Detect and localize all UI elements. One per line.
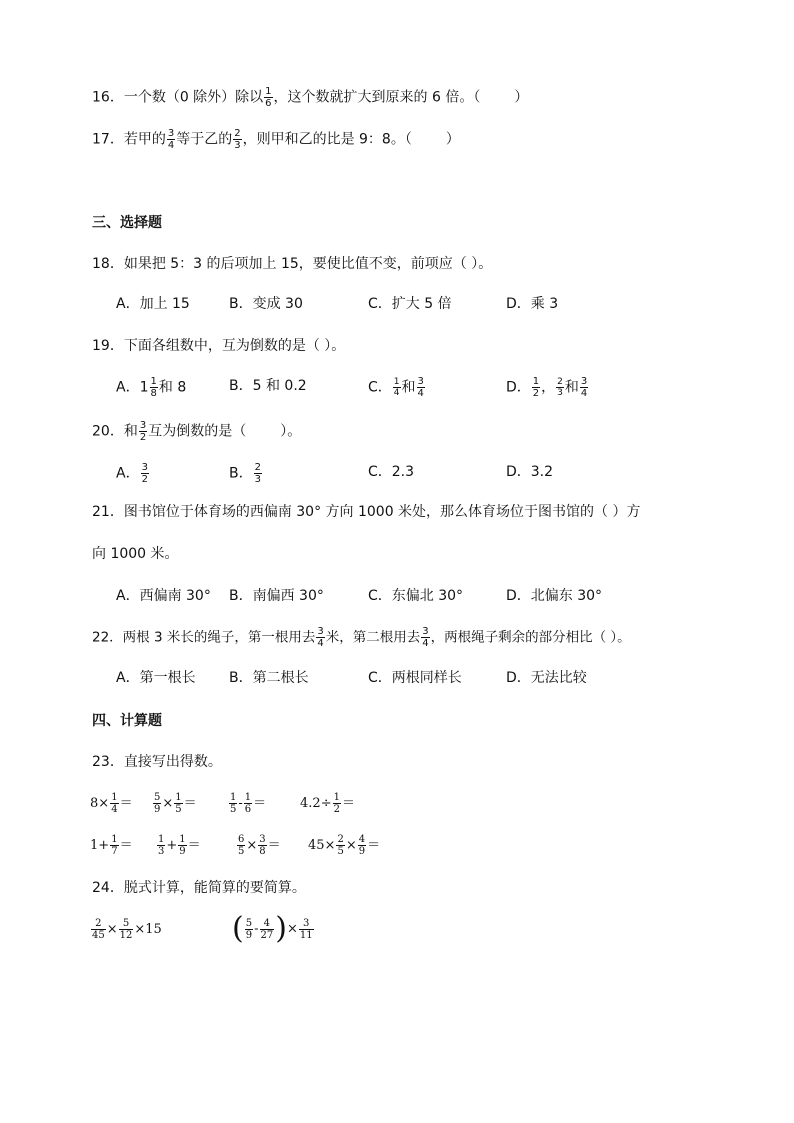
q19-a-fraction: $\frac{1}{8}$ [150, 376, 157, 399]
calc-expression-7: $\frac{6}{5}$ × $\frac{3}{8}$ ＝ [238, 834, 281, 857]
q16-text-after: ，这个数就扩大到原来的 6 倍。（ [273, 89, 481, 106]
calc-expression-1: 8× $\frac{1}{4}$ ＝ [90, 792, 133, 815]
q22-option-a[interactable]: A．第一根长 [116, 670, 196, 686]
q19-option-b[interactable]: B．5 和 0.2 [229, 378, 307, 394]
q22-fraction-2: $\frac{3}{4}$ [422, 626, 429, 649]
section-4-heading: 四、计算题 [92, 713, 162, 729]
question-18: 18．如果把 5：3 的后项加上 15，要使比值不变，前项应（ ）。 [92, 256, 493, 272]
q17-fraction-2: $\frac{2}{3}$ [234, 128, 241, 151]
question-24: 24．脱式计算，能简算的要简算。 [92, 880, 306, 896]
question-19: 19．下面各组数中，互为倒数的是（ ）。 [92, 338, 346, 354]
q24-expression-1: $\frac{2}{45}$ × $\frac{5}{12}$ ×15 [92, 918, 162, 941]
q18-option-d[interactable]: D．乘 3 [506, 296, 559, 312]
question-17: 17．若甲的 $\frac{3}{4}$ 等于乙的 $\frac{2}{3}$ ，则甲和乙的比是 9：8。（ ） [92, 128, 460, 151]
question-20: 20．和 $\frac{3}{2}$ 互为倒数的是（ ）。 [92, 420, 302, 443]
q19-d-fraction-2: $\frac{2}{3}$ [557, 377, 563, 398]
q19-option-a[interactable]: A．1 $\frac{1}{8}$ 和 8 [116, 376, 187, 399]
calc-expression-5: 1+ $\frac{1}{7}$ ＝ [90, 834, 133, 857]
q20-option-b[interactable]: B． $\frac{2}{3}$ [229, 462, 261, 485]
section-3-heading: 三、选择题 [92, 215, 162, 231]
q22-fraction-1: $\frac{3}{4}$ [317, 626, 324, 649]
question-21-line-2: 向 1000 米。 [92, 546, 179, 562]
q20-option-d[interactable]: D．3.2 [506, 464, 554, 480]
q16-fraction: $\frac{1}{6}$ [265, 86, 272, 109]
q20-a-fraction: $\frac{3}{2}$ [141, 462, 148, 485]
q19-option-d[interactable]: D． $\frac{1}{2}$ ， $\frac{2}{3}$ 和 $\frac{3}{4}$ [506, 376, 588, 399]
q21-option-d[interactable]: D．北偏东 30° [506, 588, 603, 604]
calc-expression-8: 45× $\frac{2}{5}$ × $\frac{4}{9}$ ＝ [308, 834, 381, 857]
q21-option-c[interactable]: C．东偏北 30° [368, 588, 464, 604]
q22-option-c[interactable]: C．两根同样长 [368, 670, 462, 686]
q22-option-b[interactable]: B．第二根长 [229, 670, 309, 686]
question-21-line-1: 21．图书馆位于体育场的西偏南 30° 方向 1000 米处，那么体育场位于图书馆的（ ）方 [92, 504, 641, 520]
q20-option-c[interactable]: C．2.3 [368, 464, 415, 480]
q20-b-fraction: $\frac{2}{3}$ [254, 462, 261, 485]
q21-option-b[interactable]: B．南偏西 30° [229, 588, 324, 604]
question-22: 22．两根 3 米长的绳子，第一根用去 $\frac{3}{4}$ 米，第二根用去 $\frac{3}{4}$ ，两根绳子剩余的部分相比（ ）。 [92, 626, 631, 649]
q20-option-a[interactable]: A． $\frac{3}{2}$ [116, 462, 148, 485]
q19-d-fraction-1: $\frac{1}{2}$ [532, 376, 540, 399]
q19-c-fraction-2: $\frac{3}{4}$ [417, 376, 424, 399]
q19-option-c[interactable]: C． $\frac{1}{4}$ 和 $\frac{3}{4}$ [368, 376, 424, 399]
question-23: 23．直接写出得数。 [92, 754, 222, 770]
q24-expression-2: ( $\frac{5}{9}$ - $\frac{4}{27}$ )× $\frac{3}{11}$ [232, 911, 313, 946]
question-16: 16．一个数（0 除外）除以 $\frac{1}{6}$ ，这个数就扩大到原来的 6 倍。（ ） [92, 86, 529, 109]
calc-expression-6: $\frac{1}{3}$ + $\frac{1}{9}$ ＝ [158, 834, 201, 857]
q19-c-fraction-1: $\frac{1}{4}$ [393, 377, 400, 398]
q20-fraction: $\frac{3}{2}$ [139, 420, 147, 443]
q18-option-b[interactable]: B．变成 30 [229, 296, 303, 312]
q18-option-a[interactable]: A．加上 15 [116, 296, 190, 312]
calc-expression-2: $\frac{5}{9}$ × $\frac{1}{5}$ ＝ [154, 792, 197, 815]
q16-text-before: 16．一个数（0 除外）除以 [92, 89, 264, 106]
calc-expression-3: $\frac{1}{5}$ - $\frac{1}{6}$ ＝ [230, 792, 267, 815]
q21-option-a[interactable]: A．西偏南 30° [116, 588, 211, 604]
calc-expression-4: 4.2÷ $\frac{1}{2}$ ＝ [300, 792, 355, 815]
q18-option-c[interactable]: C．扩大 5 倍 [368, 296, 452, 312]
q19-d-fraction-3: $\frac{3}{4}$ [580, 376, 588, 399]
q22-option-d[interactable]: D．无法比较 [506, 670, 587, 686]
q17-fraction-1: $\frac{3}{4}$ [167, 128, 175, 151]
